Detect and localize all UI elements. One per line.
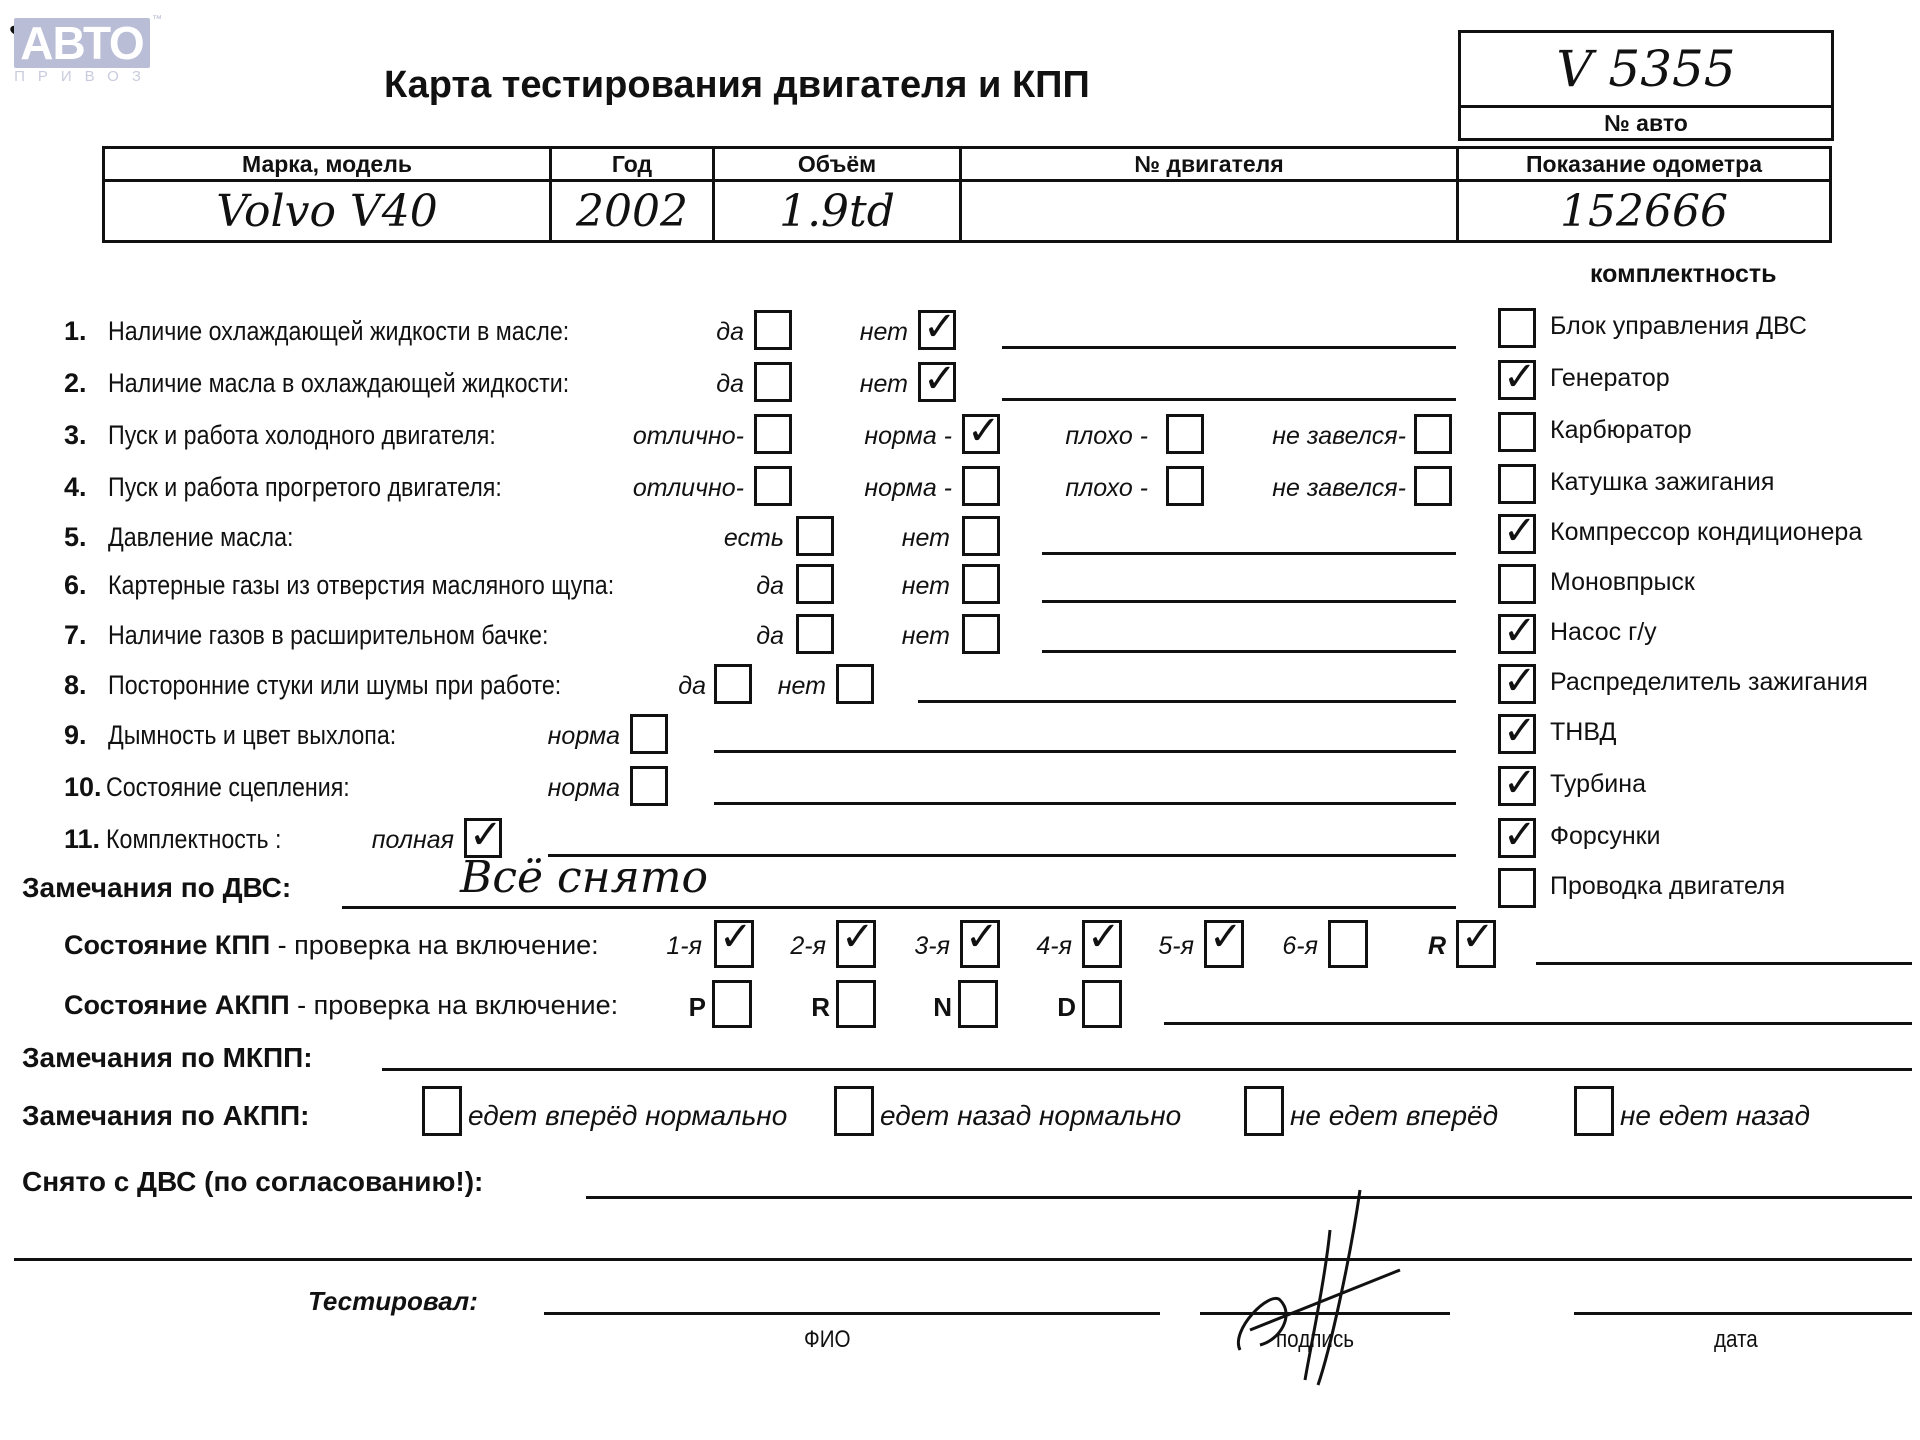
gear-checkbox[interactable]: [1204, 914, 1244, 968]
completeness-checkbox[interactable]: [1498, 412, 1536, 452]
signature-caption: подпись: [1276, 1326, 1355, 1353]
completeness-label: Генератор: [1550, 364, 1670, 392]
check-number: 5.: [64, 522, 87, 552]
notes-line[interactable]: [918, 700, 1456, 703]
option-checkbox[interactable]: [836, 664, 874, 704]
option-label: норма: [547, 722, 620, 750]
check-number: 10.: [64, 772, 102, 802]
option-checkbox[interactable]: [962, 564, 1000, 604]
completeness-checkbox[interactable]: [1498, 308, 1536, 348]
option-label: нет: [901, 524, 950, 552]
auto-remarks-label: Замечания по АКПП:: [22, 1100, 310, 1131]
option-label: да: [678, 672, 706, 700]
auto-remark-checkbox[interactable]: [422, 1086, 462, 1136]
notes-line[interactable]: [714, 802, 1456, 805]
option-checkbox[interactable]: [754, 362, 792, 402]
completeness-checkbox[interactable]: [1498, 564, 1536, 604]
car-number-table: [1458, 30, 1834, 141]
option-label: да: [756, 572, 784, 600]
option-checkbox[interactable]: [1166, 414, 1204, 454]
check-label: Комплектность :: [106, 824, 282, 854]
gear-label: 6-я: [1282, 932, 1318, 960]
check-label: Посторонние стуки или шумы при работе:: [108, 670, 562, 700]
date-caption: дата: [1714, 1326, 1758, 1353]
check-label: Дымность и цвет выхлопа:: [108, 720, 397, 750]
completeness-title: комплектность: [1590, 260, 1777, 288]
option-label: да: [716, 318, 744, 346]
col-make-model: Марка, модель: [104, 148, 551, 181]
completeness-checkbox[interactable]: [1498, 868, 1536, 908]
option-label: не завелся-: [1272, 422, 1406, 450]
option-checkbox[interactable]: [962, 466, 1000, 506]
option-label: нет: [859, 370, 908, 398]
gear-checkbox[interactable]: [836, 914, 876, 968]
check-mark-icon: ✓: [1503, 608, 1537, 654]
option-label: есть: [723, 524, 784, 552]
check-mark-icon: ✓: [1503, 760, 1537, 806]
check-label: Наличие газов в расширительном бачке:: [108, 620, 549, 650]
car-number-label: № авто: [1460, 107, 1833, 140]
option-checkbox[interactable]: [1166, 466, 1204, 506]
tested-by-label: Тестировал:: [308, 1286, 478, 1316]
option-checkbox[interactable]: [1414, 414, 1452, 454]
option-checkbox[interactable]: [754, 466, 792, 506]
check-mark-icon: ✓: [719, 914, 753, 960]
option-label: не завелся-: [1272, 474, 1406, 502]
gear-label: P: [688, 992, 706, 1022]
option-label: норма -: [864, 422, 952, 450]
car-number-value[interactable]: V 5355: [1460, 32, 1833, 107]
completeness-label: Проводка двигателя: [1550, 872, 1786, 900]
completeness-label: Форсунки: [1550, 822, 1661, 850]
gear-checkbox[interactable]: [1456, 914, 1496, 968]
completeness-checkbox[interactable]: [1498, 658, 1537, 704]
col-volume: Объём: [714, 148, 961, 181]
completeness-checkbox[interactable]: [1498, 608, 1537, 654]
check-mark-icon: ✓: [967, 408, 1001, 454]
gear-checkbox[interactable]: [712, 980, 752, 1028]
notes-line[interactable]: [1002, 346, 1456, 349]
auto-remark-label: не едет назад: [1620, 1100, 1810, 1131]
check-number: 11.: [64, 824, 101, 854]
gear-label: R: [1427, 932, 1446, 960]
completeness-label: Распределитель зажигания: [1550, 668, 1868, 696]
check-mark-icon: ✓: [1209, 914, 1243, 960]
completeness-checkbox[interactable]: [1498, 760, 1537, 806]
option-checkbox[interactable]: [962, 614, 1000, 654]
completeness-label: Насос г/у: [1550, 618, 1657, 646]
manual-gearbox-label: Состояние КПП - проверка на включение:: [64, 930, 599, 960]
check-mark-icon: ✓: [1503, 354, 1537, 400]
option-label: да: [756, 622, 784, 650]
gear-checkbox[interactable]: [1082, 980, 1122, 1028]
gear-label: N: [933, 992, 952, 1022]
notes-line[interactable]: [1042, 552, 1456, 555]
option-checkbox[interactable]: [754, 310, 792, 350]
notes-line[interactable]: [1042, 650, 1456, 653]
check-mark-icon: ✓: [841, 914, 875, 960]
option-checkbox[interactable]: [796, 564, 834, 604]
check-label: Состояние сцепления:: [106, 772, 350, 802]
option-label: нет: [777, 672, 826, 700]
manual-gearbox-line: [1536, 962, 1912, 965]
option-label: норма -: [864, 474, 952, 502]
removed-label: Снято с ДВС (по согласованию!):: [22, 1166, 484, 1197]
option-checkbox[interactable]: [918, 304, 957, 350]
logo-subtitle: ПРИВОЗ: [14, 68, 154, 85]
option-checkbox[interactable]: [796, 614, 834, 654]
gear-label: R: [811, 992, 830, 1022]
completeness-checkbox[interactable]: [1498, 464, 1536, 504]
fio-line[interactable]: [544, 1312, 1160, 1315]
auto-remark-checkbox[interactable]: [1244, 1086, 1284, 1136]
option-checkbox[interactable]: [714, 664, 752, 704]
vehicle-info-table: [102, 146, 1832, 243]
check-mark-icon: ✓: [965, 914, 999, 960]
gear-label: D: [1057, 992, 1076, 1022]
check-mark-icon: ✓: [1503, 508, 1537, 554]
option-checkbox[interactable]: [630, 714, 668, 754]
manual-remarks-label: Замечания по МКПП:: [22, 1042, 313, 1073]
check-mark-icon: ✓: [469, 812, 503, 858]
check-mark-icon: ✓: [923, 304, 957, 350]
option-label: плохо -: [1065, 422, 1148, 450]
completeness-checkbox[interactable]: [1498, 812, 1537, 858]
check-label: Наличие охлаждающей жидкости в масле:: [108, 316, 570, 346]
auto-gearbox-label: Состояние АКПП - проверка на включение:: [64, 990, 619, 1020]
gear-label: 5-я: [1158, 932, 1194, 960]
completeness-checkbox[interactable]: [1498, 354, 1537, 400]
completeness-label: Катушка зажигания: [1550, 468, 1775, 496]
check-mark-icon: ✓: [1087, 914, 1121, 960]
option-checkbox[interactable]: [962, 516, 1000, 556]
year-value[interactable]: 2002: [551, 181, 714, 242]
gear-checkbox[interactable]: [960, 914, 1000, 968]
check-number: 6.: [64, 570, 87, 600]
check-label: Пуск и работа прогретого двигателя:: [108, 472, 502, 502]
date-line[interactable]: [1574, 1312, 1912, 1315]
option-label: нет: [901, 622, 950, 650]
option-checkbox[interactable]: [754, 414, 792, 454]
auto-remark-label: не едет вперёд: [1290, 1100, 1499, 1131]
check-number: 4.: [64, 472, 87, 502]
auto-remark-checkbox[interactable]: [834, 1086, 874, 1136]
option-label: отлично-: [632, 474, 744, 502]
option-label: нет: [859, 318, 908, 346]
removed-line-2[interactable]: [14, 1258, 1912, 1261]
completeness-label: Компрессор кондиционера: [1550, 518, 1863, 546]
gear-checkbox[interactable]: [958, 980, 998, 1028]
check-number: 3.: [64, 420, 87, 450]
check-number: 8.: [64, 670, 87, 700]
engine-remarks-line: [342, 906, 1456, 909]
option-checkbox[interactable]: [1414, 466, 1452, 506]
gear-checkbox[interactable]: [836, 980, 876, 1028]
engine-remarks-value[interactable]: Всё снято: [460, 852, 708, 903]
notes-line[interactable]: [1042, 600, 1456, 603]
check-mark-icon: ✓: [1503, 658, 1537, 704]
gear-label: 1-я: [666, 932, 702, 960]
completeness-label: Карбюратор: [1550, 416, 1692, 444]
completeness-checkbox[interactable]: [1498, 708, 1537, 754]
option-label: плохо -: [1065, 474, 1148, 502]
gear-checkbox[interactable]: [1082, 914, 1122, 968]
option-label: отлично-: [632, 422, 744, 450]
col-odometer: Показание одометра: [1458, 148, 1831, 181]
check-mark-icon: ✓: [923, 356, 957, 402]
gear-label: 2-я: [790, 932, 826, 960]
check-number: 2.: [64, 368, 87, 398]
option-checkbox[interactable]: [630, 766, 668, 806]
odometer-value[interactable]: 152666: [1458, 181, 1831, 242]
auto-remark-label: едет назад нормально: [880, 1100, 1182, 1131]
logo-trademark: ™: [152, 14, 162, 25]
auto-remark-checkbox[interactable]: [1574, 1086, 1614, 1136]
completeness-label: ТНВД: [1550, 718, 1617, 746]
engine-number-value[interactable]: [961, 181, 1458, 242]
col-engine-number: № двигателя: [961, 148, 1458, 181]
completeness-checkbox[interactable]: [1498, 508, 1537, 554]
fio-caption: ФИО: [804, 1326, 851, 1353]
engine-remarks-label: Замечания по ДВС:: [22, 872, 292, 903]
check-number: 9.: [64, 720, 87, 750]
volume-value[interactable]: 1.9td: [714, 181, 961, 242]
logo: АВТО: [14, 18, 150, 68]
option-checkbox[interactable]: [918, 356, 957, 402]
option-checkbox[interactable]: [962, 408, 1001, 454]
completeness-label: Блок управления ДВС: [1550, 312, 1807, 340]
option-label: норма: [547, 774, 620, 802]
signature-scribble: [1210, 1180, 1430, 1400]
gear-checkbox[interactable]: [714, 914, 754, 968]
check-label: Давление масла:: [108, 522, 294, 552]
manual-remarks-line[interactable]: [382, 1068, 1912, 1071]
completeness-label: Турбина: [1550, 770, 1646, 798]
notes-line[interactable]: [1002, 398, 1456, 401]
check-number: 7.: [64, 620, 87, 650]
check-label: Наличие масла в охлаждающей жидкости:: [108, 368, 570, 398]
option-label: полная: [371, 826, 454, 854]
gear-checkbox[interactable]: [1328, 920, 1368, 968]
gear-label: 3-я: [914, 932, 950, 960]
option-checkbox[interactable]: [796, 516, 834, 556]
completeness-label: Моновпрыск: [1550, 568, 1695, 596]
check-label: Пуск и работа холодного двигателя:: [108, 420, 496, 450]
notes-line[interactable]: [714, 750, 1456, 753]
check-mark-icon: ✓: [1503, 812, 1537, 858]
page-title: Карта тестирования двигателя и КПП: [384, 64, 1090, 106]
option-label: нет: [901, 572, 950, 600]
auto-remark-label: едет вперёд нормально: [468, 1100, 788, 1131]
option-label: да: [716, 370, 744, 398]
col-year: Год: [551, 148, 714, 181]
check-mark-icon: ✓: [1461, 914, 1495, 960]
auto-gearbox-line: [1164, 1022, 1912, 1025]
check-number: 1.: [64, 316, 87, 346]
make-model-value[interactable]: Volvo V40: [104, 181, 551, 242]
gear-label: 4-я: [1036, 932, 1072, 960]
check-mark-icon: ✓: [1503, 708, 1537, 754]
check-label: Картерные газы из отверстия масляного щупа:: [108, 570, 615, 600]
